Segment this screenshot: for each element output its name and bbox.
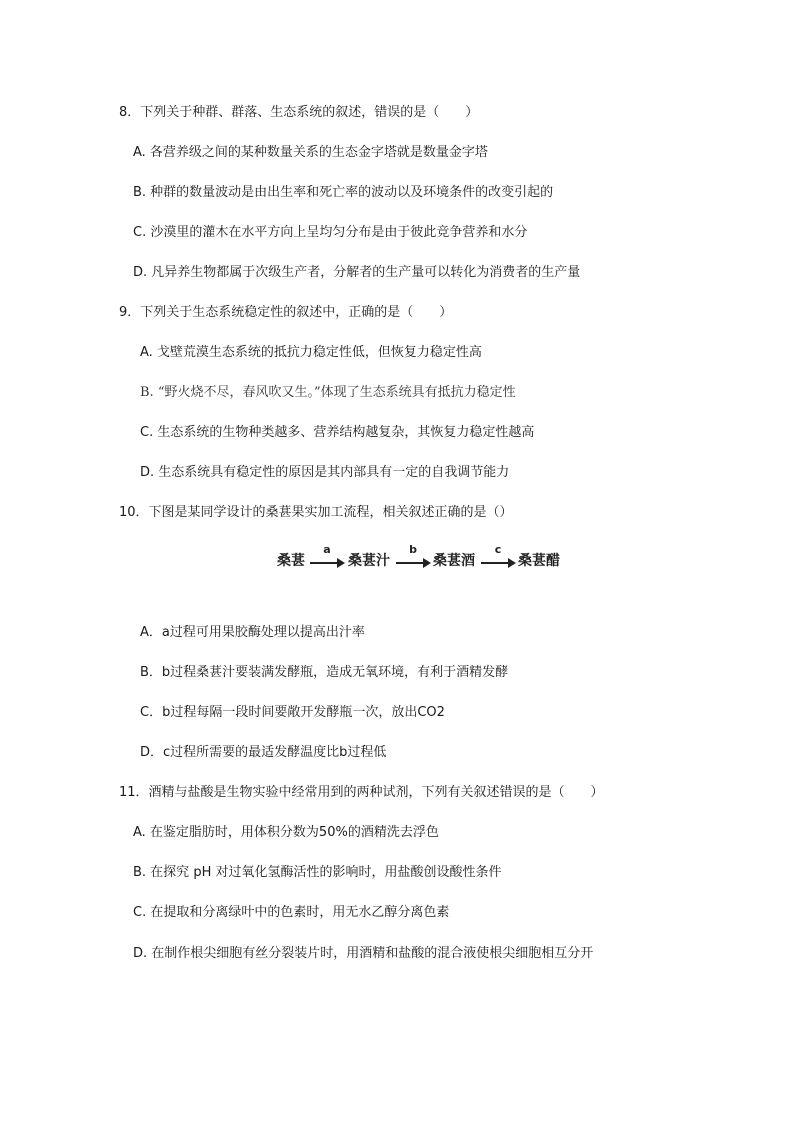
flow-arrow-b-label: b: [409, 543, 417, 556]
arrow-shaft: [310, 562, 338, 564]
question-8-stem: 8．下列关于种群、群落、生态系统的叙述，错误的是（ ）: [119, 105, 479, 120]
flow-arrow-c-label: c: [494, 543, 502, 556]
question-8-option-d: D. 凡异养生物都属于次级生产者，分解者的生产量可以转化为消费者的生产量: [133, 265, 581, 280]
question-9-option-a: A. 戈壁荒漠生态系统的抵抗力稳定性低，但恢复力稳定性高: [140, 345, 482, 360]
question-9-option-c: C. 生态系统的生物种类越多、营养结构越复杂，其恢复力稳定性越高: [140, 425, 535, 440]
question-9-option-b: B. “野火烧不尽，春风吹又生。”体现了生态系统具有抵抗力稳定性: [140, 385, 516, 400]
question-8-option-a: A. 各营养级之间的某种数量关系的生态金字塔就是数量金字塔: [133, 145, 488, 160]
flow-node-vinegar: 桑葚醋: [518, 553, 560, 569]
arrow-shaft: [396, 562, 424, 564]
question-10-option-b: B．b过程桑葚汁要装满发酵瓶，造成无氧环境，有利于酒精发酵: [140, 665, 509, 680]
question-10-option-a: A．a过程可用果胶酶处理以提高出汁率: [140, 625, 365, 640]
flow-arrow-b: [396, 544, 430, 574]
question-8-option-c: C. 沙漠里的灌木在水平方向上呈均匀分布是由于彼此竞争营养和水分: [133, 225, 528, 240]
question-11-option-d: D. 在制作根尖细胞有丝分裂装片时，用酒精和盐酸的混合液使根尖细胞相互分开: [133, 946, 594, 961]
flow-arrow-a: [310, 544, 344, 574]
flow-node-wine: 桑葚酒: [433, 553, 475, 569]
flow-node-juice: 桑葚汁: [348, 553, 390, 569]
arrow-right-icon: [337, 558, 345, 568]
arrow-right-icon: [508, 558, 516, 568]
question-11-option-b: B. 在探究 pH 对过氧化氢酶活性的影响时，用盐酸创设酸性条件: [133, 865, 502, 880]
flow-arrow-c: [481, 544, 515, 574]
question-8-option-b: B. 种群的数量波动是由出生率和死亡率的波动以及环境条件的改变引起的: [133, 185, 554, 200]
question-10-stem: 10．下图是某同学设计的桑葚果实加工流程，相关叙述正确的是（）: [119, 505, 513, 520]
flow-node-mulberry: 桑葚: [277, 553, 305, 569]
arrow-right-icon: [423, 558, 431, 568]
question-11-stem: 11．酒精与盐酸是生物实验中经常用到的两种试剂，下列有关叙述错误的是（ ）: [119, 785, 604, 800]
processing-flow-diagram: [277, 544, 567, 574]
question-9-stem: 9．下列关于生态系统稳定性的叙述中，正确的是（ ）: [119, 305, 453, 320]
flow-arrow-a-label: a: [323, 543, 331, 556]
question-11-option-a: A. 在鉴定脂肪时，用体积分数为50%的酒精洗去浮色: [133, 825, 439, 840]
arrow-shaft: [481, 562, 509, 564]
question-10-option-d: D．c过程所需要的最适发酵温度比b过程低: [140, 745, 387, 760]
question-9-option-d: D. 生态系统具有稳定性的原因是其内部具有一定的自我调节能力: [140, 465, 510, 480]
question-11-option-c: C. 在提取和分离绿叶中的色素时，用无水乙醇分离色素: [133, 905, 450, 920]
question-10-option-c: C．b过程每隔一段时间要敞开发酵瓶一次，放出CO2: [140, 705, 445, 720]
